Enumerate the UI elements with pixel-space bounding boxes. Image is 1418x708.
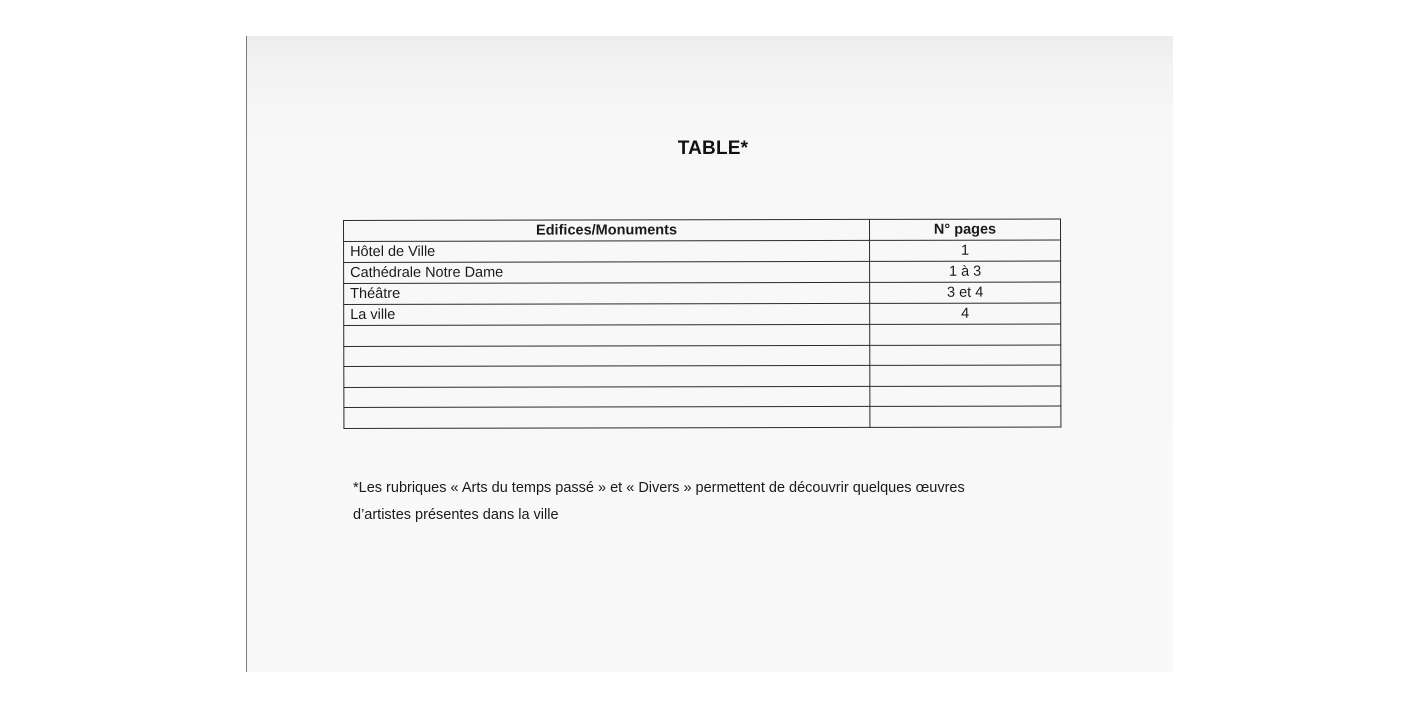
monument-name-cell bbox=[344, 366, 870, 388]
footnote bbox=[353, 475, 1053, 529]
monument-name-cell bbox=[344, 407, 870, 429]
table-row bbox=[344, 365, 1061, 387]
table-row bbox=[344, 406, 1061, 428]
table-row bbox=[344, 303, 1061, 326]
page-numbers-cell bbox=[870, 324, 1061, 345]
monument-name-cell: La ville bbox=[344, 303, 870, 325]
monument-name-cell: Hôtel de Ville bbox=[344, 240, 870, 262]
page-title: TABLE* bbox=[677, 138, 749, 159]
monuments-table bbox=[343, 218, 1061, 428]
table-row bbox=[344, 345, 1061, 367]
monument-name-cell bbox=[344, 324, 870, 346]
page-numbers-cell bbox=[870, 365, 1061, 386]
footnote-line-2: d’artistes présentes dans la ville bbox=[353, 507, 559, 523]
footnote-line-1: *Les rubriques « Arts du temps passé » et « Divers » permettent de découvrir quelques œuvres bbox=[353, 480, 965, 496]
monument-name-cell bbox=[344, 386, 870, 408]
monument-name-cell bbox=[344, 345, 870, 367]
monument-name-cell: Théâtre bbox=[344, 282, 870, 304]
table-row bbox=[344, 261, 1061, 284]
page-numbers-cell: 4 bbox=[870, 303, 1061, 324]
page-numbers-cell: 3 et 4 bbox=[870, 282, 1061, 303]
table-body bbox=[344, 240, 1061, 428]
column-header-monuments: Edifices/Monuments bbox=[344, 219, 870, 241]
table-header-row bbox=[344, 219, 1061, 242]
page-numbers-cell bbox=[870, 386, 1061, 407]
page-numbers-cell: 1 à 3 bbox=[870, 261, 1061, 282]
page-numbers-cell bbox=[870, 406, 1061, 427]
monument-name-cell: Cathédrale Notre Dame bbox=[344, 261, 870, 283]
page-numbers-cell bbox=[870, 345, 1061, 366]
page-numbers-cell: 1 bbox=[870, 240, 1061, 261]
table-row bbox=[344, 282, 1061, 305]
table-row bbox=[344, 324, 1061, 346]
table-row bbox=[344, 240, 1061, 263]
scanned-page bbox=[246, 36, 1173, 672]
table-row bbox=[344, 386, 1061, 408]
column-header-pages: N° pages bbox=[869, 219, 1060, 240]
